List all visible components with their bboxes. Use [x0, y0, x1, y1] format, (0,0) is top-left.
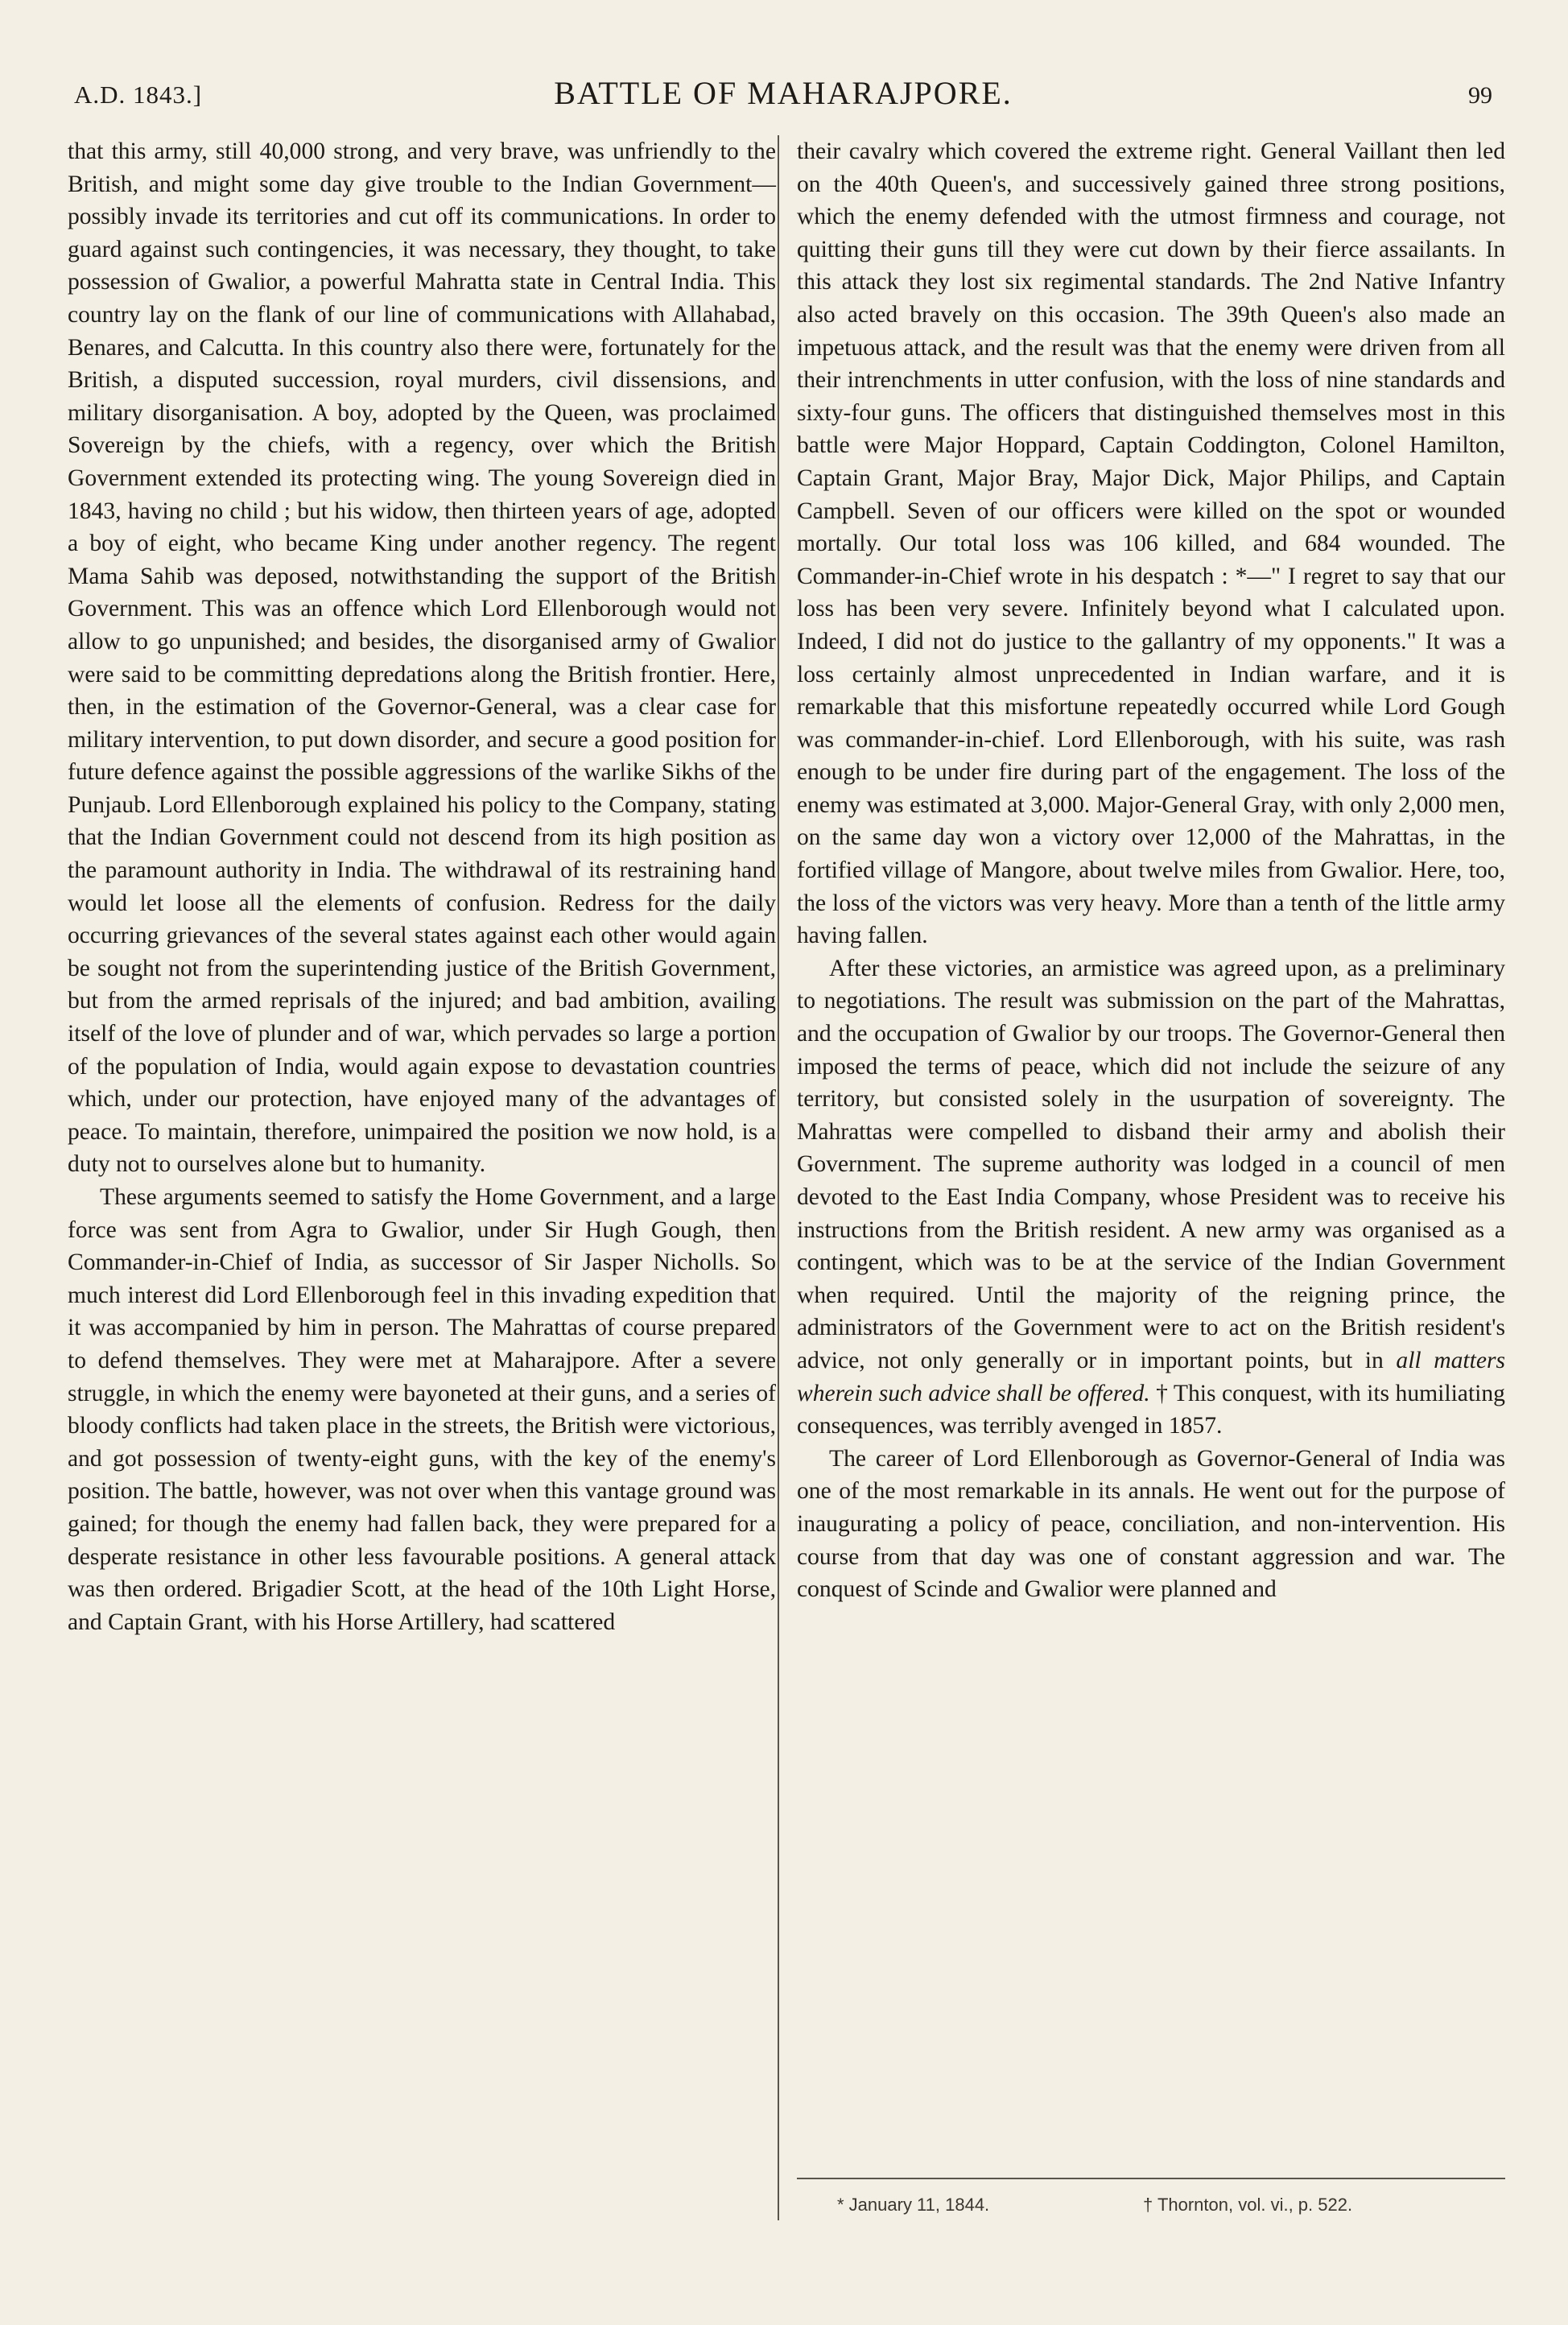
left-column: [68, 135, 776, 1638]
right-column: [797, 135, 1505, 1606]
footnote-asterisk: * January 11, 1844.: [837, 2195, 990, 2215]
page-title: BATTLE OF MAHARAJPORE.: [554, 75, 1013, 111]
header-date: A.D. 1843.]: [74, 81, 203, 109]
right-paragraph-3: The career of Lord Ellenborough as Governor-General of India was one of the most remarkable in its annals. He went out for the purpose of inaugurating a policy of peace, conciliation, and non-intervention. His course from that day was one of constant aggression and war. The conquest of Scinde and Gwalior were planned and: [797, 1445, 1505, 1603]
quoted-italic-phrase: all matters wherein such advice shall be offered.: [797, 1347, 1506, 1406]
right-paragraph-1: their cavalry which covered the extreme right. General Vaillant then led on the 40th Queen's, and successively gained three strong positions, which the enemy defended with the utmost firmness and courage, not quitting their guns till they were cut down by their fierce assailants. In this attack they lost six regimental standards. The 2nd Native Infantry also acted bravely on this occasion. The 39th Queen's also made an impetuous attack, and the result was that the enemy were driven from all their intrenchments in utter confusion, with the loss of nine standards and sixty-four guns. The officers that distinguished themselves most in this battle were Major Hoppard, Captain Coddington, Colonel Hamilton, Captain Grant, Major Bray, Major Dick, Major Philips, and Captain Campbell. Seven of our officers were killed on the spot or wounded mortally. Our total loss was 106 killed, and 684 wounded. The Commander-in-Chief wrote in his despatch : *—" I regret to say that our loss has been very severe. Infinitely beyond what I calculated upon. Indeed, I did not do justice to the gallantry of my opponents." It was a loss certainly almost unprecedented in Indian warfare, and it is remarkable that this misfortune repeatedly occurred while Lord Gough was commander-in-chief. Lord Ellenborough, with his suite, was rash enough to be under fire during part of the engagement. The loss of the enemy was estimated at 3,000. Major-General Gray, with only 2,000 men, on the same day won a victory over 12,000 of the Mahrattas, in the fortified village of Mangore, about twelve miles from Gwalior. Here, too, the loss of the victors was very heavy. More than a tenth of the little army having fallen.: [797, 138, 1505, 949]
left-paragraph-2: These arguments seemed to satisfy the Home Government, and a large force was sent from Agra to Gwalior, under Sir Hugh Gough, then Commander-in-Chief of India, as successor of Sir Jasper Nicholls. So much interest did Lord Ellenborough feel in this invading expedition that it was accompanied by him in person. The Mahrattas of course prepared to defend themselves. They were met at Maharajpore. After a severe struggle, in which the enemy were bayoneted at their guns, and a series of bloody conflicts had taken place in the streets, the British were victorious, and got possession of twenty-eight guns, with the key of the enemy's position. The battle, however, was not over when this vantage ground was gained; for though the enemy had fallen back, they were prepared for a desperate resistance in other less favourable positions. A general attack was then ordered. Brigadier Scott, at the head of the 10th Light Horse, and Captain Grant, with his Horse Artillery, had scattered: [68, 1184, 776, 1635]
running-head: [74, 74, 1492, 114]
right-paragraph-2-text-a: After these victories, an armistice was agreed upon, as a preliminary to negotiations. The result was submission on the part of the Mahrattas, and the occupation of Gwalior by our troops. The Governor-General then imposed the terms of peace, which did not include the seizure of any territory, but consisted solely in the usurpation of sovereignty. The Mahrattas were compelled to disband their army and abolish their Government. The supreme authority was lodged in a council of men devoted to the East India Company, whose President was to receive his instructions from the British resident. A new army was organised as a contingent, which was to be at the service of the Indian Government when required. Until the majority of the reigning prince, the administrators of the Government were to act on the British resident's advice, not only generally or in important points, but in: [797, 955, 1505, 1373]
left-paragraph-1: that this army, still 40,000 strong, and very brave, was unfriendly to the British, and might some day give trouble to the Indian Government—possibly invade its territories and cut off its communications. In order to guard against such contingencies, it was necessary, they thought, to take possession of Gwalior, a powerful Mahratta state in Central India. This country lay on the flank of our line of communications with Allahabad, Benares, and Calcutta. In this country also there were, fortunately for the British, a disputed succession, royal murders, civil dissensions, and military disorganisation. A boy, adopted by the Queen, was proclaimed Sovereign by the chiefs, with a regency, over which the British Government extended its protecting wing. The young Sovereign died in 1843, having no child ; but his widow, then thirteen years of age, adopted a boy of eight, who became King under another regency. The regent Mama Sahib was deposed, notwithstanding the support of the British Government. This was an offence which Lord Ellenborough would not allow to go unpunished; and besides, the disorganised army of Gwalior were said to be committing depredations along the British frontier. Here, then, in the estimation of the Governor-General, was a clear case for military intervention, to put down disorder, and secure a good position for future defence against the possible aggressions of the warlike Sikhs of the Punjaub. Lord Ellenborough explained his policy to the Company, stating that the Indian Government could not descend from its high position as the paramount authority in India. The withdrawal of its restraining hand would let loose all the elements of confusion. Redress for the daily occurring grievances of the several states against each other would again be sought not from the superintending justice of the British Government, but from the armed reprisals of the injured; and bad ambition, availing itself of the love of plunder and of war, which pervades so large a portion of the population of India, would again expose to devastation countries which, under our protection, have enjoyed many of the advantages of peace. To maintain, therefore, unimpaired the position we now hold, is a duty not to ourselves alone but to humanity.: [68, 138, 776, 1178]
right-paragraph-2-text-b: † This conquest, with its humiliating consequences, was terribly avenged in 1857.: [797, 1380, 1505, 1439]
footnote-divider: [797, 2178, 1505, 2179]
right-paragraph-2: [797, 952, 1505, 1443]
column-divider: [778, 135, 779, 2220]
footnote-dagger: † Thornton, vol. vi., p. 522.: [1143, 2195, 1353, 2215]
page-number: 99: [1468, 82, 1492, 109]
